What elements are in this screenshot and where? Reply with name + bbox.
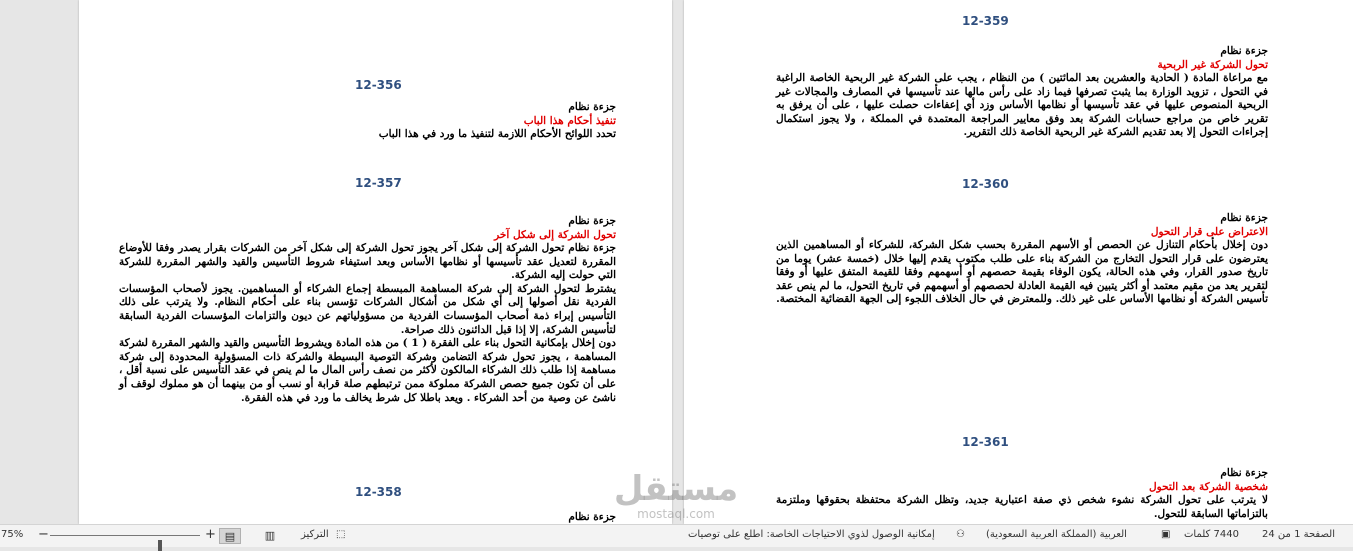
paragraph: يشترط لتحول الشركة إلى شركة المساهمة المبسطة إجماع الشركاء أو المساهمين. يجوز لأصحاب المؤسسات الفردية نقل أصولها إلى أي شكل من أشكال الشركات تؤسس بناء على أحكام النظام. ولا يترتب على ذلك التأسيس إبراء ذمة أصحاب المؤسسات الفردية من مسؤولياتهم عن ديون والتزامات المؤسسات الفردية السابقة لتأسيس الشركة، إلا إذا قبل الدائنون ذلك صراحة. <box>119 282 616 336</box>
word-count[interactable]: 7440 كلمات <box>1184 529 1239 540</box>
section-number: 12-357 <box>355 176 402 190</box>
paragraph: تحدد اللوائح الأحكام اللازمة لتنفيذ ما ورد في هذا الباب <box>378 128 616 140</box>
section-356 <box>119 100 616 142</box>
page-indicator[interactable]: الصفحة 1 من 24 <box>1262 529 1335 540</box>
paragraph: دون إخلال بإمكانية التحول بناء على الفقرة ( 1 ) من هذه المادة ويشروط التأسيس والقيد والشهر المقررة لشركة المساهمة ، يجوز تحول شركة التضامن وشركة التوصية البسيطة والشركة ذات المسؤولية المحدودة إلى شركة مساهمة إذا طلب ذلك الشركاء المالكون لأكثر من نصف رأس المال ما لم ينص في عقد التأسيس على نسبة أقل ، على أن تكون جميع حصص الشركة مملوكة ممن ترتبطهم صلة قرابة أو نسب أو من بينهما أن هو مملوك لوقف أو ناشئ عن وصية من أحد الشركاء . ويعد باطلا كل شرط يخالف ما ورد في هذه الفقرة. <box>119 337 616 404</box>
section-359 <box>776 44 1268 140</box>
section-body <box>776 494 1268 521</box>
print-layout-icon[interactable]: ▤ <box>219 528 241 544</box>
paragraph: دون إخلال بأحكام التنازل عن الحصص أو الأسهم المقررة بحسب شكل الشركة، للشركاء أو المساهمين الذين يعترضون على قرار التحول التخارج من الشركة بناء على طلب مكتوب يقدم إليها خلال (خمسة عشر) يوما من تاريخ صدور القرار، وفي هذه الحالة، يكون الوفاء بقيمة حصصهم أو أسهمهم وفقا للقيمة المتفق عليها أو وفقا لتقرير يعد من مقيم معتمد أو أكثر يتبين فيه القيمة العادلة لحصصهم أو أسهمهم في تاريخ التحول، ما لم ينص عقد تأسيس الشركة أو نظامها الأساس على غير ذلك. وللمعترض في حال الخلاف اللجوء إلى الجهة القضائية المختصة. <box>776 239 1268 306</box>
watermark-main: مستقل <box>613 469 739 509</box>
paragraph: مع مراعاة المادة ( الحادية والعشرين بعد المائتين ) من النظام ، يجب على الشركة غير الربحية الخاصة الراغبة في التحول ، تزويد الوزارة بما يثبت تصرفها فيما زاد على رأس مالها عند تأسيسها في المصارف والمجالات غير الربحية المنصوص عليها في عقد تأسيسها أو نظامها الأساس وزد أي إعفاءات حصلت عليها ، على أن يرفق به تقرير خاص من مراجع حسابات الشركة بعد وفق معايير المراجعة المعتمدة في المملكة ، ولا يجوز استكمال إجراءات التحول إلا بعد تقديم الشركة غير الربحية الخاصة ذلك التقرير. <box>776 72 1268 139</box>
zoom-in-icon[interactable]: + <box>205 527 216 542</box>
section-body <box>776 239 1268 307</box>
document-page-left[interactable] <box>79 0 672 524</box>
section-part: جزءة نظام <box>1220 467 1268 479</box>
section-358 <box>119 510 616 524</box>
section-title: شخصية الشركة بعد التحول <box>1149 481 1268 493</box>
language-status[interactable]: العربية (المملكة العربية السعودية) <box>986 529 1127 540</box>
section-360 <box>776 211 1268 307</box>
section-body <box>119 242 616 405</box>
paragraph: جزءة نظام تحول الشركة إلى شكل آخر يجوز تحول الشركة إلى شكل آخر من الشركات بقرار يصدر وفقا للأوضاع المقررة لتعديل عقد تأسيسها أو نظامها الأساس وبعد استيفاء شروط التأسيس والقيد والشهر المقررة للشركة التي حولت إليه الشركة. <box>119 242 616 282</box>
section-title: تحول الشركة إلى شكل آخر <box>494 229 616 241</box>
section-number: 12-358 <box>355 485 402 499</box>
section-body <box>776 72 1268 140</box>
section-number: 12-356 <box>355 78 402 92</box>
section-part: جزءة نظام <box>568 101 616 113</box>
section-body <box>119 128 616 142</box>
section-part: جزءة نظام <box>1220 45 1268 57</box>
section-357 <box>119 214 616 405</box>
zoom-out-icon[interactable]: − <box>38 527 49 542</box>
focus-label[interactable]: التركيز <box>301 529 329 540</box>
watermark-sub: mostaql.com <box>637 507 715 521</box>
proofing-icon[interactable]: ▣ <box>1161 529 1171 540</box>
section-part: جزءة نظام <box>568 511 616 523</box>
focus-icon[interactable]: ⬚ <box>336 529 346 540</box>
zoom-level[interactable]: 75% <box>1 529 24 540</box>
zoom-slider[interactable] <box>50 535 200 536</box>
read-mode-icon[interactable]: ▥ <box>264 529 276 542</box>
status-bar <box>0 524 1353 547</box>
section-361 <box>776 466 1268 521</box>
section-part: جزءة نظام <box>1220 212 1268 224</box>
accessibility-status[interactable]: إمكانية الوصول لذوي الاحتياجات الخاصة: اطلع على توصيات <box>688 529 935 540</box>
section-number: 12-360 <box>962 177 1009 191</box>
section-title: الاعتراض على قرار التحول <box>1150 226 1268 238</box>
section-title: تحول الشركة غير الربحية <box>1157 59 1268 71</box>
section-number: 12-359 <box>962 14 1009 28</box>
paragraph: لا يترتب على تحول الشركة نشوء شخص ذي صفة اعتبارية جديد، وتظل الشركة محتفظة بحقوقها وملتزمة بالتزاماتها السابقة للتحول. <box>776 494 1268 520</box>
section-number: 12-361 <box>962 435 1009 449</box>
accessibility-icon[interactable]: ⚇ <box>956 529 965 540</box>
section-part: جزءة نظام <box>568 215 616 227</box>
section-title: تنفيذ أحكام هذا الباب <box>523 115 616 127</box>
document-page-right[interactable] <box>684 0 1353 524</box>
